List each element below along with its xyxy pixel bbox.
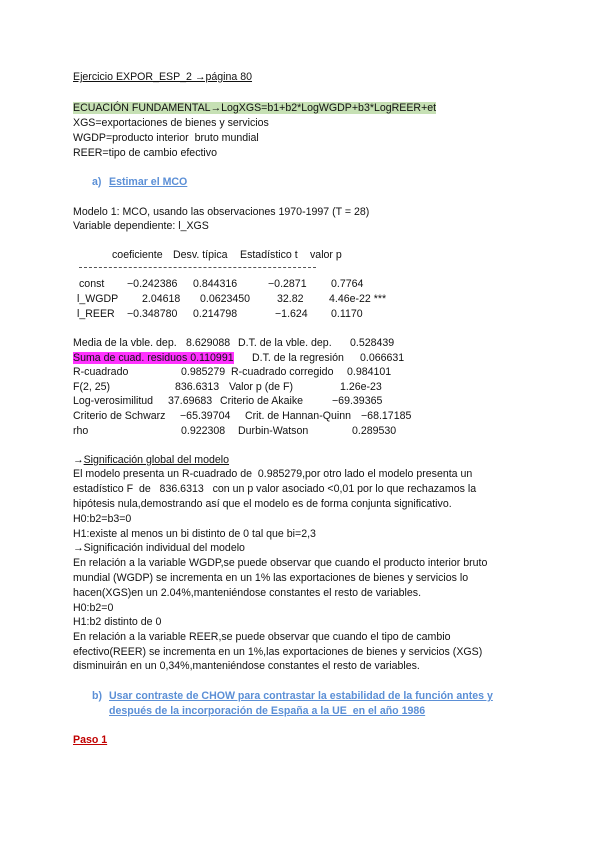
row-reer-se: 0.214798 (193, 308, 238, 320)
row-reer-p: 0.1170 (331, 308, 363, 320)
def-wgdp: WGDP=producto interior bruto mundial (73, 132, 259, 144)
stat-ssr-label (73, 351, 234, 365)
section-a-marker: a) (92, 176, 102, 188)
equation-highlight: ECUACIÓN FUNDAMENTAL→LogXGS=b1+b2*LogWGDP+b3*LogREER+et (73, 102, 437, 114)
global-h1: H1:existe al menos un bi distinto de 0 tal que bi=2,3 (73, 528, 316, 540)
stat-dw-label: Durbin-Watson (238, 425, 309, 437)
individual-title: →Significación individual del modelo (73, 542, 245, 554)
row-wgdp-t: 32.82 (277, 293, 304, 305)
stat-mean-val: 8.629088 (186, 337, 231, 349)
row-wgdp-coef: 2.04618 (142, 293, 181, 305)
stat-bic-label: Criterio de Schwarz (73, 410, 166, 422)
table-divider (79, 267, 316, 268)
stat-r2adj-label: R-cuadrado corregido (231, 366, 334, 378)
row-const-name: const (79, 278, 105, 290)
global-h0: H0:b2=b3=0 (73, 513, 132, 525)
stat-fp-label: Valor p (de F) (229, 381, 293, 393)
section-b-marker: b) (92, 690, 102, 702)
def-xgs: XGS=exportaciones de bienes y servicios (73, 117, 269, 129)
table-header-p: valor p (310, 249, 342, 261)
individual-w2: mundial (WGDP) se incrementa en un 1% las exportaciones de bienes y servicios lo (73, 572, 469, 584)
row-reer-coef: −0.348780 (127, 308, 178, 320)
row-wgdp-p: 4.46e-22 *** (329, 293, 387, 305)
section-b-line2[interactable]: después de la incorporación de España a la UE en el año 1986 (109, 705, 426, 717)
table-header-t: Estadístico t (240, 249, 298, 261)
individual-h0: H0:b2=0 (73, 602, 114, 614)
global-title: →Significación global del modelo (73, 454, 230, 466)
stat-f-label: F(2, 25) (73, 381, 111, 393)
stat-r2adj-val: 0.984101 (347, 366, 392, 378)
section-b-line1[interactable]: Usar contraste de CHOW para contrastar la estabilidad de la función antes y (109, 690, 493, 702)
stat-ll-val: 37.69683 (168, 395, 213, 407)
row-const-p: 0.7764 (331, 278, 364, 290)
stat-sd-val: 0.528439 (350, 337, 395, 349)
stat-hq-label: Crit. de Hannan-Quinn (245, 410, 351, 422)
stat-bic-val: −65.39704 (180, 410, 231, 422)
row-wgdp-name: l_WGDP (77, 293, 119, 305)
table-header-se: Desv. típica (173, 249, 228, 261)
model-line2: Variable dependiente: l_XGS (73, 220, 209, 232)
row-const-se: 0.844316 (193, 278, 238, 290)
equation-title (73, 101, 436, 115)
stat-fp-val: 1.26e-23 (340, 381, 382, 393)
stat-r2-val: 0.985279 (181, 366, 226, 378)
stat-rho-label: rho (73, 425, 89, 437)
global-p1: El modelo presenta un R-cuadrado de 0.985279,por otro lado el modelo presenta un (73, 468, 473, 480)
def-reer: REER=tipo de cambio efectivo (73, 147, 217, 159)
global-p2: estadístico F de 836.6313 con un p valor asociado <0,01 por lo que rechazamos la (73, 483, 477, 495)
stat-aic-val: −69.39365 (332, 395, 383, 407)
model-line1: Modelo 1: MCO, usando las observaciones 1970-1997 (T = 28) (73, 206, 370, 218)
stat-se-reg-val: 0.066631 (360, 352, 405, 364)
individual-r1: En relación a la variable REER,se puede observar que cuando el tipo de cambio (73, 631, 451, 643)
stat-r2-label: R-cuadrado (73, 366, 129, 378)
individual-w1: En relación a la variable WGDP,se puede observar que cuando el producto interior bruto (73, 557, 488, 569)
section-a-title[interactable]: Estimar el MCO (109, 176, 188, 188)
exercise-title: Ejercicio EXPOR_ESP_2 →página 80 (73, 71, 253, 83)
stat-dw-val: 0.289530 (352, 425, 397, 437)
stat-ll-label: Log-verosimilitud (73, 395, 154, 407)
stat-rho-val: 0.922308 (181, 425, 226, 437)
row-wgdp-se: 0.0623450 (200, 293, 251, 305)
row-const-t: −0.2871 (268, 278, 307, 290)
global-p3: hipótesis nula,demostrando así que el modelo es de forma conjunta significativo. (73, 498, 452, 510)
paso-1-heading: Paso 1 (73, 734, 108, 746)
stat-aic-label: Criterio de Akaike (220, 395, 304, 407)
stat-hq-val: −68.17185 (361, 410, 412, 422)
stat-se-reg-label: D.T. de la regresión (252, 352, 344, 364)
individual-h1: H1:b2 distinto de 0 (73, 616, 162, 628)
row-reer-t: −1.624 (275, 308, 308, 320)
table-header-coef: coeficiente (112, 249, 163, 261)
row-const-coef: −0.242386 (127, 278, 178, 290)
stat-f-val: 836.6313 (175, 381, 220, 393)
stat-mean-label: Media de la vble. dep. (73, 337, 177, 349)
individual-w3: hacen(XGS)en un 2.04%,manteniéndose constantes el resto de variables. (73, 587, 422, 599)
stat-sd-label: D.T. de la vble. dep. (238, 337, 332, 349)
individual-r3: disminuirán en un 0,34%,manteniéndose constantes el resto de variables. (73, 660, 420, 672)
individual-r2: efectivo(REER) se incrementa en un 1%,las exportaciones de bienes y servicios (XGS) (73, 646, 483, 658)
row-reer-name: l_REER (77, 308, 115, 320)
ssr-highlight: Suma de cuad. residuos 0.110991 (73, 352, 234, 364)
